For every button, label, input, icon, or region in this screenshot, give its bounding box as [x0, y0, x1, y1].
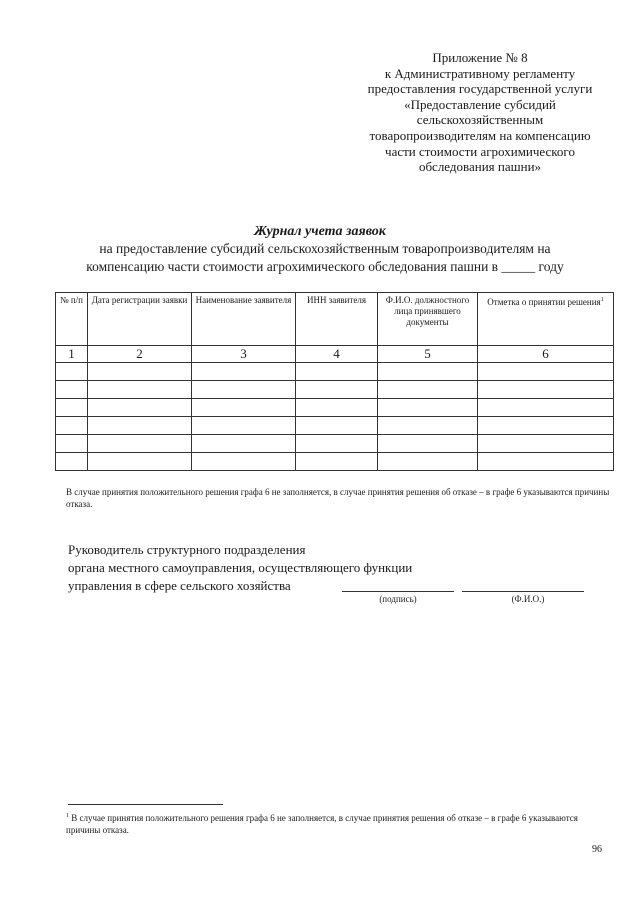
table-cell	[378, 417, 478, 435]
table-cell	[88, 417, 192, 435]
decision-header-text: Отметка о принятии решения	[487, 297, 601, 307]
table-cell	[88, 381, 192, 399]
column-number-row	[56, 346, 614, 363]
table-cell	[56, 363, 88, 381]
table-cell	[56, 435, 88, 453]
column-header-decision-mark	[478, 293, 614, 346]
table-cell	[478, 381, 614, 399]
table-cell	[296, 435, 378, 453]
table-cell	[88, 399, 192, 417]
appendix-line: к Административному регламенту	[384, 65, 576, 81]
column-number: 5	[378, 346, 478, 363]
column-header-registration-date: Дата регистрации заявки	[88, 293, 192, 346]
table-row	[56, 381, 614, 399]
table-cell	[296, 453, 378, 471]
column-header-number: № п/п	[56, 293, 88, 346]
table-row	[56, 417, 614, 435]
column-number: 1	[56, 346, 88, 363]
journal-title: Журнал учета заявок	[254, 224, 386, 239]
table-cell	[192, 399, 296, 417]
page-number: 96	[592, 844, 602, 855]
table-cell	[192, 381, 296, 399]
table-cell	[192, 453, 296, 471]
table-cell	[56, 399, 88, 417]
column-header-applicant-name: Наименование заявителя	[192, 293, 296, 346]
journal-subtitle	[40, 240, 610, 276]
table-row	[56, 399, 614, 417]
table-cell	[296, 399, 378, 417]
name-line	[462, 591, 584, 592]
appendix-header	[300, 50, 640, 175]
footnote-mark: 1	[600, 297, 604, 303]
subtitle-line: компенсацию части стоимости агрохимического обследования пашни в _____ году	[86, 259, 564, 274]
table-cell	[478, 363, 614, 381]
signature-block	[68, 541, 538, 595]
appendix-line: предоставления государственной услуги	[367, 81, 593, 97]
appendix-line: сельскохозяйственным	[416, 112, 544, 128]
appendix-line: обследования пашни»	[418, 159, 542, 175]
table-cell	[88, 453, 192, 471]
table-cell	[478, 417, 614, 435]
table-cell	[478, 435, 614, 453]
table-cell	[378, 435, 478, 453]
signature-line	[342, 591, 454, 592]
table-cell	[378, 363, 478, 381]
signature-label: (подпись)	[379, 594, 417, 604]
table-cell	[478, 399, 614, 417]
table-cell	[56, 453, 88, 471]
column-header-official-name: Ф.И.О. должностного лица принявшего документы	[378, 293, 478, 346]
table-cell	[192, 417, 296, 435]
journal-table	[55, 292, 614, 471]
table-row	[56, 453, 614, 471]
table-row	[56, 363, 614, 381]
column-number: 4	[296, 346, 378, 363]
table-cell	[478, 453, 614, 471]
footnote-divider	[68, 804, 223, 805]
table-cell	[378, 381, 478, 399]
table-cell	[378, 399, 478, 417]
column-number: 3	[192, 346, 296, 363]
appendix-line: «Предоставление субсидий	[404, 96, 556, 112]
footnote-text: В случае принятия положительного решения графа 6 не заполняется, в случае принятия решения об отказе – в графе 6 указываются причины отказа.	[66, 813, 578, 835]
footnote	[66, 810, 614, 836]
appendix-line: товаропроизводителям на компенсацию	[369, 127, 591, 143]
table-cell	[378, 453, 478, 471]
appendix-line: Приложение № 8	[432, 50, 528, 65]
table-row	[56, 435, 614, 453]
column-header-inn: ИНН заявителя	[296, 293, 378, 346]
table-cell	[56, 417, 88, 435]
table-cell	[56, 381, 88, 399]
signature-position-line: органа местного самоуправления, осуществляющего функции	[68, 560, 413, 575]
table-cell	[296, 417, 378, 435]
table-header-row	[56, 293, 614, 346]
column-number: 2	[88, 346, 192, 363]
table-cell	[192, 363, 296, 381]
footnote-mark: 1	[66, 813, 69, 819]
table-cell	[296, 381, 378, 399]
table-cell	[296, 363, 378, 381]
table-cell	[88, 435, 192, 453]
table-cell	[192, 435, 296, 453]
table-cell	[88, 363, 192, 381]
appendix-line: части стоимости агрохимического	[385, 143, 575, 159]
signature-position-line: управления в сфере сельского хозяйства	[68, 578, 291, 593]
name-label: (Ф.И.О.)	[511, 594, 545, 604]
subtitle-line: на предоставление субсидий сельскохозяйственным товаропроизводителям на	[99, 241, 551, 256]
signature-position-line: Руководитель структурного подразделения	[68, 542, 306, 557]
column-number: 6	[478, 346, 614, 363]
table-note: В случае принятия положительного решения графа 6 не заполняется, в случае принятия решения об отказе – в графе 6 указываются причины отказа.	[66, 487, 610, 509]
